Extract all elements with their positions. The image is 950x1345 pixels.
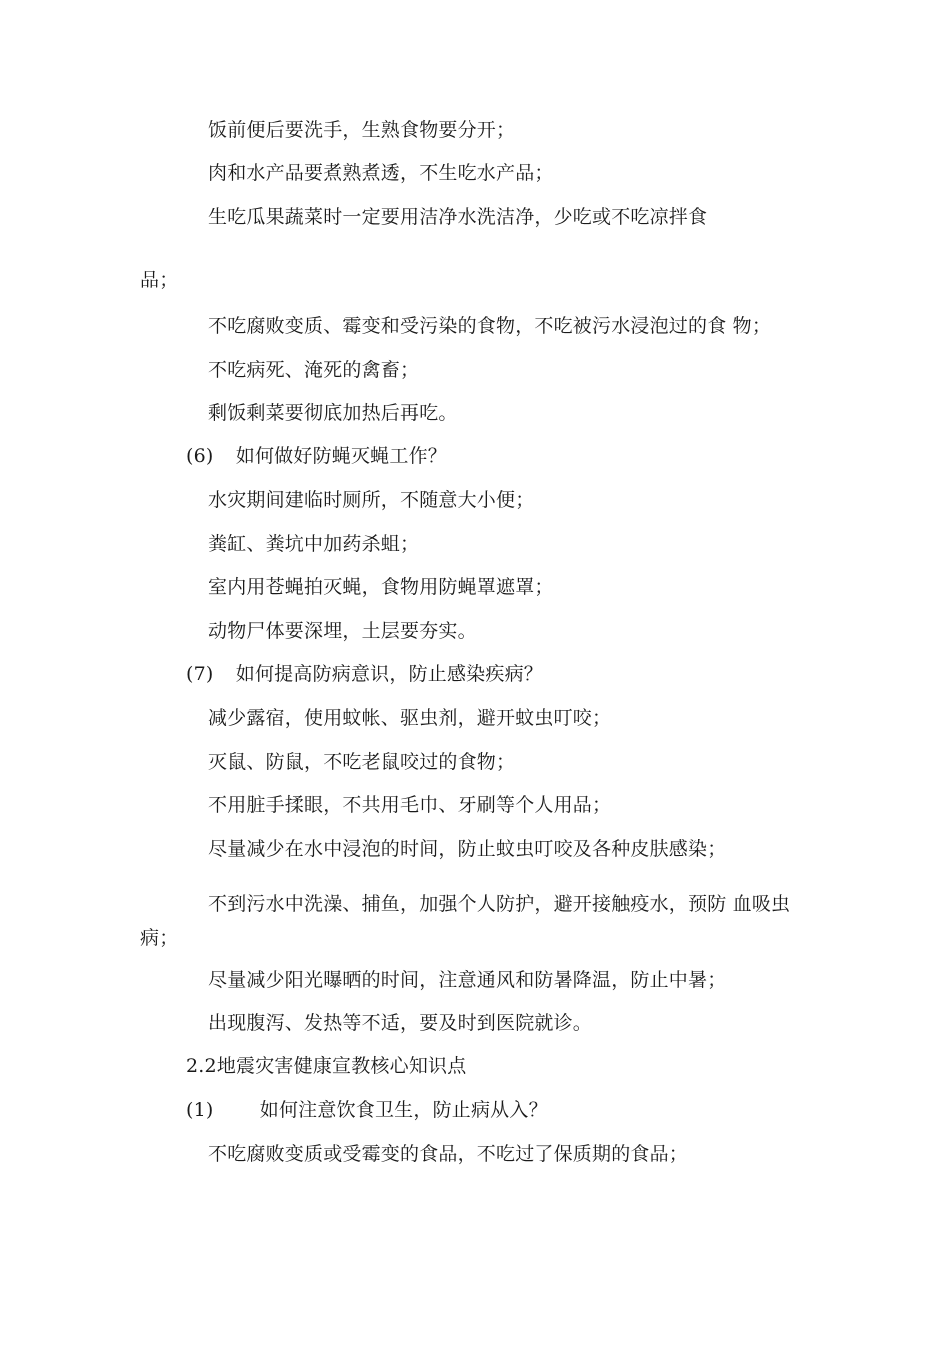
food-safety-line-6: 剩饭剩菜要彻底加热后再吃。 — [208, 402, 458, 424]
food-safety-line-3-continued: 品； — [140, 269, 179, 291]
question-7-number: (7) — [186, 663, 214, 685]
food-safety-line-5: 不吃病死、淹死的禽畜； — [208, 359, 420, 381]
question-6-item-4: 动物尸体要深埋，土层要夯实。 — [208, 620, 477, 642]
question-7-item-2: 灭鼠、防鼠，不吃老鼠咬过的食物； — [208, 751, 516, 773]
question-1-heading — [186, 1098, 548, 1122]
food-safety-line-1: 饭前便后要洗手，生熟食物要分开； — [208, 119, 516, 141]
question-1-item-1: 不吃腐败变质或受霉变的食品，不吃过了保质期的食品； — [208, 1143, 689, 1165]
question-6-heading — [186, 444, 447, 468]
question-7-item-6: 尽量减少阳光曝晒的时间，注意通风和防暑降温，防止中暑； — [208, 969, 727, 991]
question-7-item-1: 减少露宿，使用蚊帐、驱虫剂，避开蚊虫叮咬； — [208, 707, 612, 729]
food-safety-line-3: 生吃瓜果蔬菜时一定要用洁净水洗洁净，少吃或不吃凉拌食 — [208, 206, 708, 228]
question-7-title: 如何提高防病意识，防止感染疾病？ — [235, 663, 543, 685]
section-2-2-title: 2.2地震灾害健康宣教核心知识点 — [186, 1055, 467, 1077]
question-6-title: 如何做好防蝇灭蝇工作？ — [235, 445, 447, 467]
food-safety-line-2: 肉和水产品要煮熟煮透，不生吃水产品； — [208, 162, 554, 184]
question-6-item-1: 水灾期间建临时厕所，不随意大小便； — [208, 489, 535, 511]
question-7-item-5-continued: 病； — [140, 927, 179, 949]
question-6-number: (6) — [186, 445, 214, 467]
question-7-heading — [186, 662, 543, 686]
question-6-item-3: 室内用苍蝇拍灭蝇，食物用防蝇罩遮罩； — [208, 576, 554, 598]
question-6-item-2: 粪缸、粪坑中加药杀蛆； — [208, 533, 420, 555]
question-7-item-4: 尽量减少在水中浸泡的时间，防止蚊虫叮咬及各种皮肤感染； — [208, 838, 727, 860]
question-7-item-7: 出现腹泻、发热等不适，要及时到医院就诊。 — [208, 1012, 593, 1034]
food-safety-line-4: 不吃腐败变质、霉变和受污染的食物，不吃被污水浸泡过的食 物； — [208, 315, 772, 337]
question-1-number: (1) — [186, 1099, 214, 1121]
question-7-item-5: 不到污水中洗澡、捕鱼，加强个人防护，避开接触疫水，预防 血吸虫 — [208, 893, 791, 915]
question-7-item-3: 不用脏手揉眼，不共用毛巾、牙刷等个人用品； — [208, 794, 612, 816]
question-1-title: 如何注意饮食卫生，防止病从入？ — [259, 1099, 548, 1121]
